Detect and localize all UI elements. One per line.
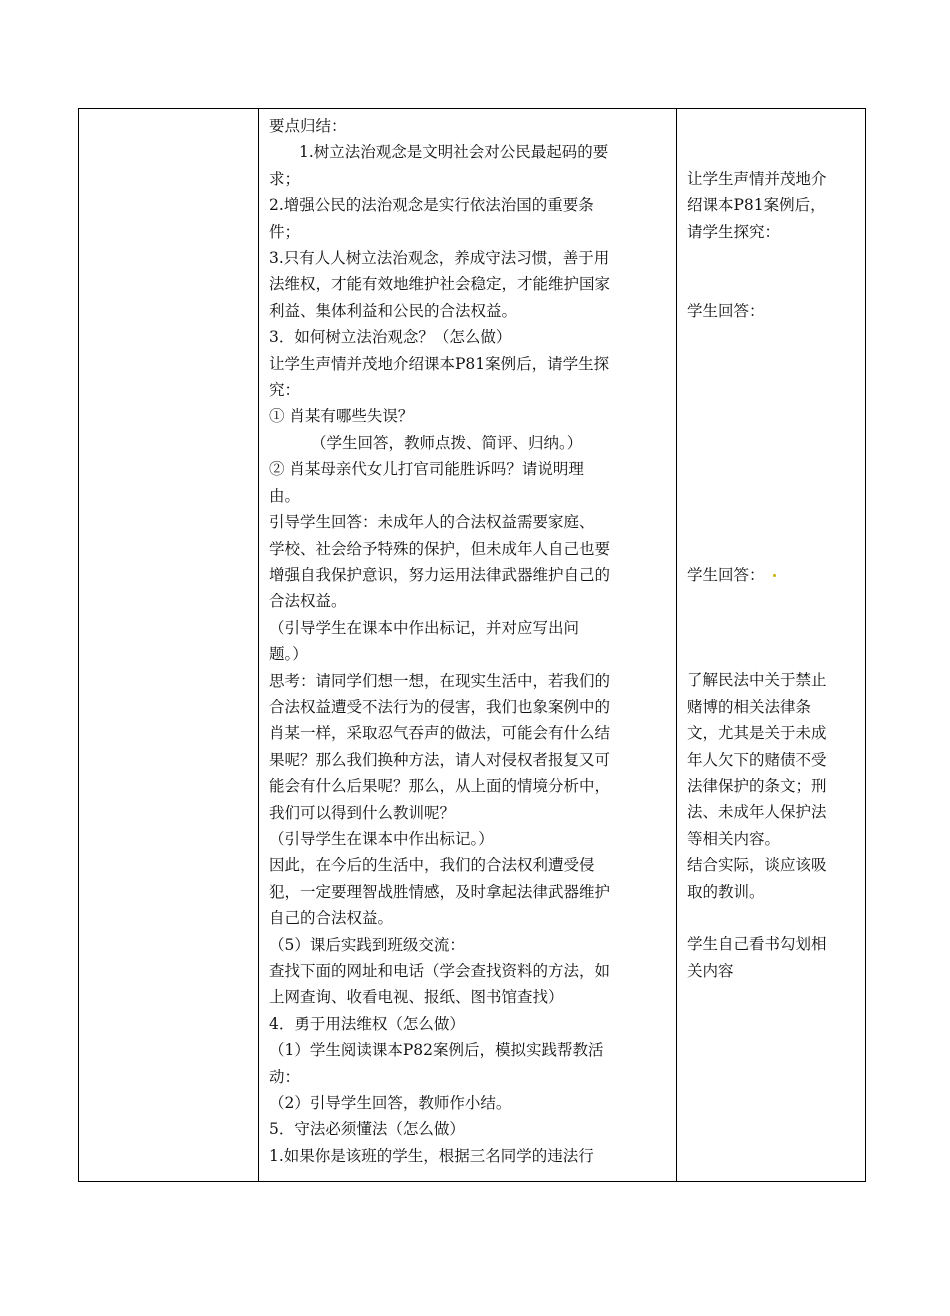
content-line: 自己的合法权益。 — [269, 909, 394, 928]
content-line: 3.只有人人树立法治观念，养成守法习惯，善于用 — [269, 249, 610, 268]
content-line: 由。 — [269, 486, 301, 505]
activity-line: 等相关内容。 — [687, 829, 781, 848]
student-activity-cell — [677, 109, 865, 1181]
content-line: 果呢？那么我们换种方法，请人对侵权者报复又可 — [269, 750, 611, 769]
content-line: 思考：请同学们想一想，在现实生活中，若我们的 — [269, 671, 611, 690]
content-line: （引导学生在课本中作出标记。） — [269, 829, 494, 848]
content-line: 4．勇于用法维权（怎么做） — [269, 1014, 465, 1033]
content-line: 合法权益遭受不法行为的侵害，我们也象案例中的 — [269, 697, 611, 716]
content-line: （2）引导学生回答，教师作小结。 — [269, 1094, 512, 1113]
content-line: 2.增强公民的法治观念是实行依法治国的重要条 — [269, 196, 594, 215]
activity-line: 让学生声情并茂地介 — [687, 169, 827, 188]
content-line: 动： — [269, 1067, 301, 1086]
content-line: 1.树立法治观念是文明社会对公民最起码的要 — [299, 143, 609, 162]
content-line: 5．守法必须懂法（怎么做） — [269, 1120, 465, 1139]
activity-line: 取的教训。 — [687, 882, 765, 901]
activity-line: 结合实际，谈应该吸 — [687, 856, 827, 875]
activity-line: 学生自己看书勾划相 — [687, 935, 827, 954]
activity-line: 年人欠下的赌债不受 — [687, 750, 827, 769]
content-line: 3．如何树立法治观念？（怎么做） — [269, 328, 512, 347]
content-line: 学校、社会给予特殊的保护，但未成年人自己也要 — [269, 539, 611, 558]
activity-line: 了解民法中关于禁止 — [687, 671, 827, 690]
teaching-content-cell — [259, 109, 677, 1181]
content-line: 肖某一样，采取忍气吞声的做法，可能会有什么结 — [269, 724, 611, 743]
content-line: 引导学生回答：未成年人的合法权益需要家庭、 — [269, 513, 595, 532]
content-line: 因此，在今后的生活中，我们的合法权利遭受侵 — [269, 856, 595, 875]
content-line: （引导学生在课本中作出标记，并对应写出问 — [269, 618, 580, 637]
activity-line: 关内容 — [687, 961, 734, 980]
content-line: （1）学生阅读课本P82案例后，模拟实践帮教活 — [269, 1041, 604, 1060]
content-line: 让学生声情并茂地介绍课本P81案例后，请学生探 — [269, 354, 610, 373]
content-line: 合法权益。 — [269, 592, 347, 611]
content-line: （5）课后实践到班级交流： — [269, 935, 465, 954]
content-line: 增强自我保护意识，努力运用法律武器维护自己的 — [269, 565, 611, 584]
content-line: 查找下面的网址和电话（学会查找资料的方法，如 — [269, 962, 611, 980]
content-line: 我们可以得到什么教训呢？ — [269, 803, 456, 822]
activity-line: 法律保护的条文；刑 — [687, 776, 827, 795]
content-line: 利益、集体利益和公民的合法权益。 — [269, 301, 518, 320]
content-line: 能会有什么后果呢？那么，从上面的情境分析中， — [269, 777, 611, 796]
activity-line: 法、未成年人保护法 — [687, 803, 827, 822]
activity-line: 绍课本P81案例后， — [687, 196, 826, 215]
content-line: 上网查询、收看电视、报纸、图书馆查找） — [269, 988, 564, 1007]
student-answer-line: 学生回答： — [687, 301, 765, 320]
left-column-cell — [79, 109, 259, 1181]
content-line: 法维权，才能有效地维护社会稳定，才能维护国家 — [269, 275, 611, 294]
content-line: 件； — [269, 222, 301, 241]
activity-line: 请学生探究： — [687, 222, 781, 241]
content-line: ① 肖某有哪些失误？ — [269, 407, 414, 426]
activity-line: 赌博的相关法律条 — [687, 697, 812, 716]
content-line: 要点归结： — [269, 117, 347, 135]
content-line: 犯，一定要理智战胜情感，及时拿起法律武器维护 — [269, 882, 611, 901]
activity-line: 文，尤其是关于未成 — [687, 724, 827, 743]
content-line: 究： — [269, 381, 301, 400]
content-line: 题。） — [269, 645, 308, 664]
highlight-dot — [773, 574, 776, 577]
content-line: ② 肖某母亲代女儿打官司能胜诉吗？请说明理 — [269, 460, 584, 479]
content-line: 求； — [269, 169, 301, 188]
content-line: （学生回答，教师点拨、简评、归纳。） — [311, 433, 583, 452]
student-answer-line: 学生回答： — [687, 562, 857, 588]
lesson-plan-table — [78, 108, 866, 1182]
content-line: 1.如果你是该班的学生，根据三名同学的违法行 — [269, 1146, 594, 1165]
